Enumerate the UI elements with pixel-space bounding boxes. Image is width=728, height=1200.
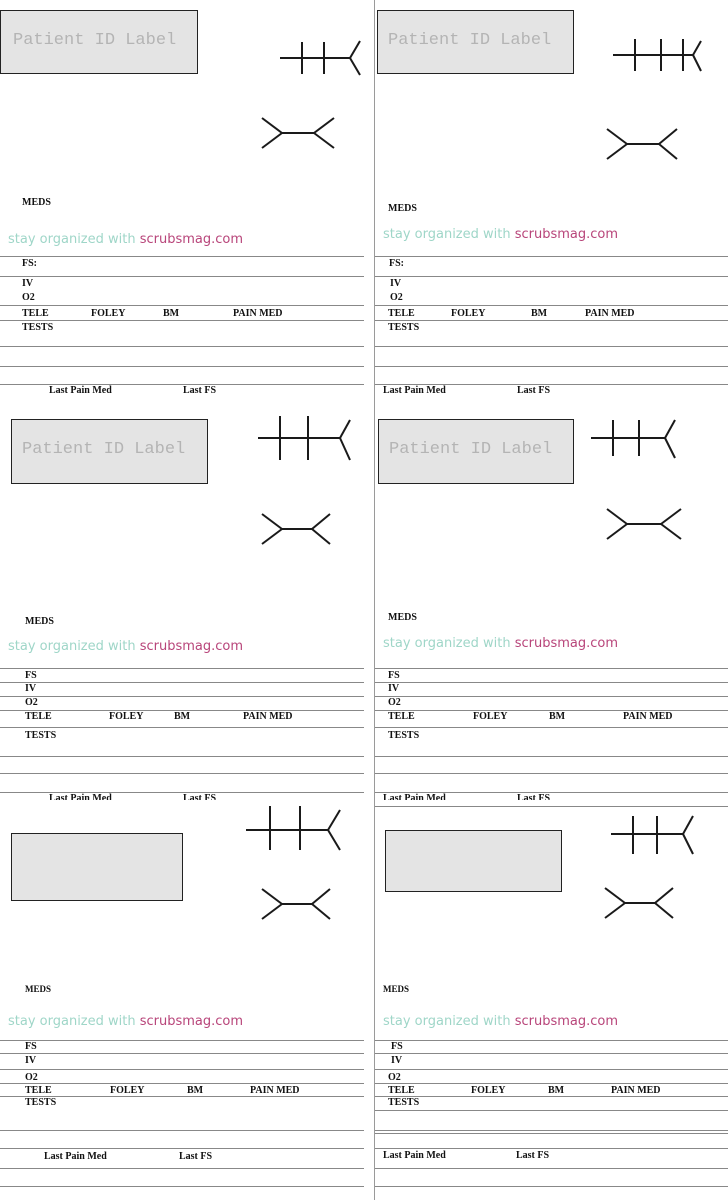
divider: [375, 305, 728, 306]
meds-label: MEDS: [383, 984, 410, 994]
o2-label: O2: [388, 697, 401, 708]
bm-label: BM: [187, 1085, 204, 1096]
fishbone-cbc-icon: [260, 116, 340, 152]
patient-id-label-box: [378, 419, 574, 484]
divider: [375, 682, 728, 683]
divider: [0, 1186, 364, 1187]
last-fs-label: Last FS: [517, 793, 551, 800]
patient-id-label-box: [385, 830, 562, 892]
report-card: [0, 800, 364, 1200]
brand-watermark: [8, 1014, 243, 1029]
divider: [375, 1130, 728, 1131]
divider: [375, 1110, 728, 1111]
fishbone-cbc-icon: [260, 887, 340, 923]
brand-watermark: [8, 232, 243, 247]
bm-label: BM: [549, 711, 566, 722]
o2-label: O2: [388, 1072, 401, 1083]
divider: [375, 1148, 728, 1149]
foley-label: FOLEY: [473, 711, 508, 722]
report-card: [374, 400, 728, 800]
fishbone-cbc-icon: [605, 127, 685, 163]
divider: [375, 320, 728, 321]
pain-med-label: PAIN MED: [585, 308, 635, 319]
pain-med-label: PAIN MED: [233, 308, 283, 319]
divider: [0, 346, 364, 347]
divider: [375, 1053, 728, 1054]
divider: [375, 727, 728, 728]
fs-label: FS:: [389, 258, 404, 269]
divider: [375, 1133, 728, 1134]
divider: [375, 276, 728, 277]
tests-label: TESTS: [22, 322, 54, 333]
divider: [375, 1083, 728, 1084]
brand-site: scrubsmag.com: [139, 1014, 244, 1029]
o2-label: O2: [25, 697, 38, 708]
tests-label: TESTS: [388, 322, 420, 333]
report-card: [0, 0, 364, 400]
brand-tagline: stay organized with: [8, 1014, 140, 1029]
last-fs-label: Last FS: [179, 1151, 213, 1162]
brand-watermark: [383, 636, 618, 651]
tests-label: TESTS: [25, 730, 57, 741]
divider: [375, 1040, 728, 1041]
patient-id-label-box: [11, 419, 208, 484]
o2-label: O2: [25, 1072, 38, 1083]
patient-id-label: Patient ID Label: [22, 440, 186, 459]
foley-label: FOLEY: [109, 711, 144, 722]
iv-label: IV: [25, 1055, 37, 1066]
last-pain-med-label: Last Pain Med: [49, 385, 112, 396]
fishbone-bmp-icon: [244, 804, 344, 852]
divider: [375, 1168, 728, 1169]
fs-label: FS: [25, 670, 37, 681]
foley-label: FOLEY: [110, 1085, 145, 1096]
divider: [0, 1040, 364, 1041]
patient-id-label: Patient ID Label: [388, 31, 552, 50]
last-pain-med-label: Last Pain Med: [49, 793, 112, 800]
brand-watermark: [383, 227, 618, 242]
patient-id-label-box: [0, 10, 198, 74]
tele-label: TELE: [25, 711, 52, 722]
brand-site: scrubsmag.com: [139, 639, 244, 654]
patient-id-label-box: [11, 833, 183, 901]
divider: [0, 305, 364, 306]
tele-label: TELE: [388, 308, 415, 319]
meds-label: MEDS: [388, 203, 417, 214]
bm-label: BM: [548, 1085, 565, 1096]
meds-label: MEDS: [25, 984, 52, 994]
foley-label: FOLEY: [91, 308, 126, 319]
fs-label: FS: [391, 1041, 403, 1052]
divider: [375, 668, 728, 669]
o2-label: O2: [390, 292, 403, 303]
iv-label: IV: [22, 278, 34, 289]
brand-watermark: [8, 639, 243, 654]
divider: [0, 1148, 364, 1149]
patient-id-label: Patient ID Label: [389, 440, 553, 459]
iv-label: IV: [388, 683, 400, 694]
last-pain-med-label: Last Pain Med: [383, 793, 446, 800]
fs-label: FS:: [22, 258, 37, 269]
bm-label: BM: [174, 711, 191, 722]
brand-site: scrubsmag.com: [139, 232, 244, 247]
divider: [0, 756, 364, 757]
divider: [0, 1069, 364, 1070]
meds-label: MEDS: [25, 616, 54, 627]
brand-tagline: stay organized with: [383, 227, 515, 242]
last-fs-label: Last FS: [183, 385, 217, 396]
brand-site: scrubsmag.com: [514, 227, 619, 242]
report-card: [374, 800, 728, 1200]
tele-label: TELE: [25, 1085, 52, 1096]
divider: [0, 682, 364, 683]
fs-label: FS: [388, 670, 400, 681]
divider: [0, 727, 364, 728]
o2-label: O2: [22, 292, 35, 303]
brand-tagline: stay organized with: [383, 636, 515, 651]
brand-site: scrubsmag.com: [514, 1014, 619, 1029]
fishbone-cbc-icon: [603, 886, 683, 922]
divider: [375, 256, 728, 257]
last-fs-label: Last FS: [183, 793, 217, 800]
fishbone-bmp-icon: [609, 810, 699, 856]
divider: [375, 806, 728, 807]
divider: [0, 1130, 364, 1131]
tests-label: TESTS: [388, 730, 420, 741]
divider: [0, 773, 364, 774]
divider: [375, 346, 728, 347]
divider: [375, 1069, 728, 1070]
pain-med-label: PAIN MED: [623, 711, 673, 722]
iv-label: IV: [25, 683, 37, 694]
meds-label: MEDS: [388, 612, 417, 623]
divider: [0, 256, 364, 257]
fishbone-bmp-icon: [589, 416, 689, 462]
last-fs-label: Last FS: [516, 1150, 550, 1161]
divider: [0, 1053, 364, 1054]
foley-label: FOLEY: [451, 308, 486, 319]
tests-label: TESTS: [388, 1097, 420, 1108]
divider: [375, 366, 728, 367]
last-pain-med-label: Last Pain Med: [383, 1150, 446, 1161]
last-pain-med-label: Last Pain Med: [44, 1151, 107, 1162]
divider: [0, 320, 364, 321]
iv-label: IV: [390, 278, 402, 289]
brand-watermark: [383, 1014, 618, 1029]
pain-med-label: PAIN MED: [611, 1085, 661, 1096]
divider: [375, 1186, 728, 1187]
tests-label: TESTS: [25, 1097, 57, 1108]
pain-med-label: PAIN MED: [243, 711, 293, 722]
meds-label: MEDS: [22, 197, 51, 208]
divider: [0, 1083, 364, 1084]
divider: [0, 696, 364, 697]
patient-id-label-box: [377, 10, 574, 74]
tele-label: TELE: [22, 308, 49, 319]
brand-tagline: stay organized with: [383, 1014, 515, 1029]
brand-tagline: stay organized with: [8, 232, 140, 247]
patient-id-label: Patient ID Label: [13, 31, 177, 50]
tele-label: TELE: [388, 1085, 415, 1096]
iv-label: IV: [391, 1055, 403, 1066]
fishbone-cbc-icon: [260, 512, 340, 548]
brand-tagline: stay organized with: [8, 639, 140, 654]
fishbone-bmp-icon: [611, 35, 701, 77]
fishbone-bmp-icon: [256, 414, 356, 462]
divider: [375, 756, 728, 757]
bm-label: BM: [531, 308, 548, 319]
divider: [0, 366, 364, 367]
tele-label: TELE: [388, 711, 415, 722]
bm-label: BM: [163, 308, 180, 319]
report-card: [374, 0, 728, 400]
fs-label: FS: [25, 1041, 37, 1052]
fishbone-cbc-icon: [605, 507, 685, 543]
pain-med-label: PAIN MED: [250, 1085, 300, 1096]
brand-site: scrubsmag.com: [514, 636, 619, 651]
report-card: [0, 400, 364, 800]
divider: [0, 1168, 364, 1169]
divider: [375, 773, 728, 774]
last-pain-med-label: Last Pain Med: [383, 385, 446, 396]
fishbone-bmp-icon: [278, 38, 364, 80]
divider: [375, 1096, 728, 1097]
last-fs-label: Last FS: [517, 385, 551, 396]
divider: [0, 668, 364, 669]
divider: [375, 696, 728, 697]
divider: [0, 276, 364, 277]
foley-label: FOLEY: [471, 1085, 506, 1096]
